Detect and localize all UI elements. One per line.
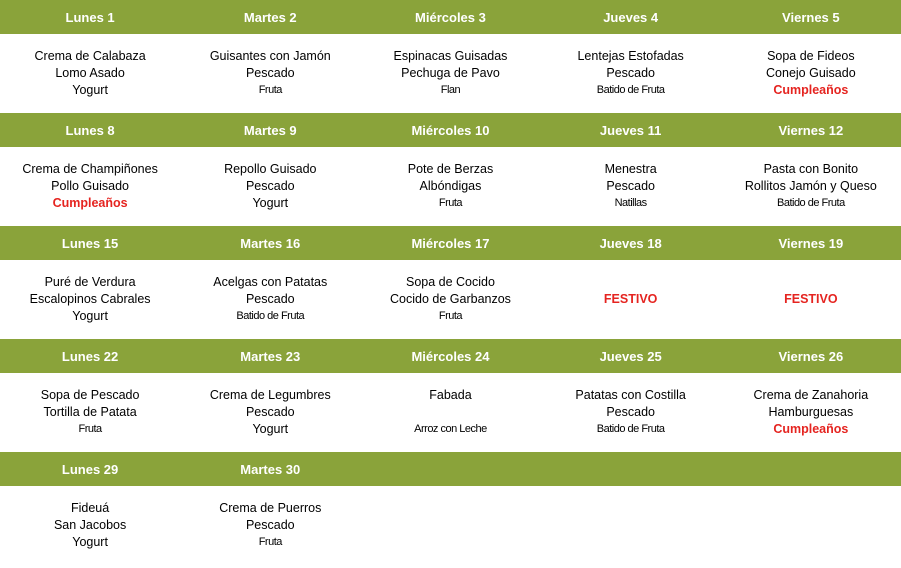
day-menu-cell bbox=[0, 486, 180, 565]
day-header: Viernes 26 bbox=[778, 348, 844, 364]
dish-line: Yogurt bbox=[72, 83, 108, 97]
day-header: Miércoles 24 bbox=[411, 348, 490, 364]
dish-line: Fruta bbox=[78, 423, 102, 435]
dish-line: Sopa de Cocido bbox=[405, 275, 495, 289]
week-menu-row bbox=[0, 373, 901, 452]
day-header: Lunes 1 bbox=[65, 9, 115, 25]
highlight-label: FESTIVO bbox=[603, 292, 658, 306]
day-menu-cell bbox=[0, 147, 180, 226]
day-menu-cell bbox=[721, 260, 901, 339]
week-row bbox=[0, 339, 901, 452]
day-menu-cell bbox=[721, 34, 901, 113]
dish-line: Pescado bbox=[245, 518, 295, 532]
empty-header-cell bbox=[360, 452, 540, 486]
week-row bbox=[0, 452, 901, 565]
dish-line: Batido de Fruta bbox=[596, 423, 665, 435]
day-header: Jueves 25 bbox=[599, 348, 662, 364]
week-row bbox=[0, 0, 901, 113]
dish-line: Fabada bbox=[429, 388, 472, 402]
day-header: Lunes 22 bbox=[61, 348, 119, 364]
week-menu-row bbox=[0, 147, 901, 226]
dish-line: Yogurt bbox=[252, 422, 289, 436]
dish-line: Flan bbox=[440, 84, 461, 96]
dish-line: Pote de Berzas bbox=[407, 162, 494, 176]
dish-line: Pescado bbox=[606, 66, 655, 80]
day-menu-cell bbox=[0, 260, 180, 339]
dish-line: Fruta bbox=[258, 84, 282, 96]
week-header-bar bbox=[0, 113, 901, 147]
dish-line: Pasta con Bonito bbox=[763, 162, 859, 176]
highlight-label: Cumpleaños bbox=[52, 196, 128, 210]
dish-line: Fideuá bbox=[70, 501, 110, 515]
day-header: Jueves 4 bbox=[603, 9, 659, 25]
day-header: Viernes 19 bbox=[778, 235, 844, 251]
dish-line: Pescado bbox=[245, 66, 295, 80]
dish-line: Lomo Asado bbox=[55, 66, 125, 80]
day-menu-cell bbox=[721, 373, 901, 452]
dish-line: Pechuga de Pavo bbox=[401, 66, 500, 80]
dish-line: Natillas bbox=[614, 197, 647, 209]
highlight-label: Cumpleaños bbox=[773, 422, 849, 436]
day-menu-cell bbox=[180, 260, 360, 339]
day-menu-cell bbox=[180, 147, 360, 226]
dish-line: Batido de Fruta bbox=[596, 84, 665, 96]
day-menu-cell bbox=[541, 147, 721, 226]
week-header-bar bbox=[0, 339, 901, 373]
dish-line: Pescado bbox=[245, 292, 295, 306]
day-menu-cell bbox=[541, 34, 721, 113]
day-menu-cell bbox=[721, 147, 901, 226]
empty-menu-cell bbox=[360, 486, 540, 565]
day-menu-cell bbox=[180, 373, 360, 452]
day-menu-cell bbox=[360, 373, 540, 452]
dish-line: Pescado bbox=[606, 405, 655, 419]
dish-line: Acelgas con Patatas bbox=[213, 275, 328, 289]
empty-header-cell bbox=[541, 452, 721, 486]
dish-line: Batido de Fruta bbox=[236, 310, 305, 322]
dish-line: Crema de Zanahoria bbox=[753, 388, 869, 402]
dish-line: Yogurt bbox=[72, 535, 108, 549]
day-header: Miércoles 10 bbox=[411, 122, 490, 138]
dish-line: Conejo Guisado bbox=[766, 66, 856, 80]
dish-line: Sopa de Fideos bbox=[767, 49, 855, 63]
dish-line: Crema de Calabaza bbox=[34, 49, 146, 63]
dish-line: Albóndigas bbox=[419, 179, 482, 193]
dish-line: Escalopinos Cabrales bbox=[29, 292, 151, 306]
day-header: Viernes 5 bbox=[782, 9, 840, 25]
dish-line: Repollo Guisado bbox=[224, 162, 317, 176]
day-header: Martes 9 bbox=[243, 122, 297, 138]
dish-line: Crema de Champiñones bbox=[22, 162, 158, 176]
dish-line: Cocido de Garbanzos bbox=[390, 292, 511, 306]
day-menu-cell bbox=[0, 34, 180, 113]
day-header: Lunes 29 bbox=[61, 461, 119, 477]
dish-line: Pescado bbox=[245, 405, 295, 419]
day-header: Martes 2 bbox=[243, 9, 297, 25]
day-header: Lunes 15 bbox=[61, 235, 119, 251]
day-header: Martes 30 bbox=[240, 461, 301, 477]
dish-line: Menestra bbox=[604, 162, 657, 176]
dish-line: Espinacas Guisadas bbox=[393, 49, 508, 63]
dish-line: Batido de Fruta bbox=[776, 197, 845, 209]
highlight-label: Cumpleaños bbox=[773, 83, 849, 97]
dish-line: Fruta bbox=[438, 197, 463, 209]
day-header: Jueves 18 bbox=[599, 235, 662, 251]
dish-line: Tortilla de Patata bbox=[43, 405, 137, 419]
dish-line: Fruta bbox=[258, 536, 282, 548]
dish-line: Yogurt bbox=[252, 196, 289, 210]
dish-line: Arroz con Leche bbox=[414, 423, 487, 435]
week-menu-row bbox=[0, 34, 901, 113]
dish-line: Pescado bbox=[245, 179, 295, 193]
dish-line: Crema de Legumbres bbox=[209, 388, 331, 402]
week-menu-row bbox=[0, 260, 901, 339]
week-header-bar bbox=[0, 0, 901, 34]
dish-line: Yogurt bbox=[72, 309, 108, 323]
day-header: Miércoles 17 bbox=[411, 235, 490, 251]
day-header: Martes 23 bbox=[240, 348, 301, 364]
week-row bbox=[0, 113, 901, 226]
dish-line: Patatas con Costilla bbox=[575, 388, 686, 402]
dish-line: Lentejas Estofadas bbox=[577, 49, 684, 63]
empty-menu-cell bbox=[721, 486, 901, 565]
empty-menu-cell bbox=[541, 486, 721, 565]
day-menu-cell bbox=[360, 34, 540, 113]
dish-line: Hamburguesas bbox=[768, 405, 854, 419]
week-header-bar bbox=[0, 226, 901, 260]
dish-line: Pescado bbox=[606, 179, 655, 193]
dish-line: San Jacobos bbox=[53, 518, 127, 532]
day-menu-cell bbox=[180, 34, 360, 113]
day-header: Martes 16 bbox=[240, 235, 301, 251]
day-header: Lunes 8 bbox=[65, 122, 115, 138]
dish-line: Crema de Puerros bbox=[219, 501, 322, 515]
day-menu-cell bbox=[360, 260, 540, 339]
day-menu-cell bbox=[0, 373, 180, 452]
empty-header-cell bbox=[721, 452, 901, 486]
day-header: Miércoles 3 bbox=[415, 9, 486, 25]
dish-line: Fruta bbox=[438, 310, 463, 322]
highlight-label: FESTIVO bbox=[784, 292, 838, 306]
day-header: Jueves 11 bbox=[599, 122, 662, 138]
day-menu-cell bbox=[541, 260, 721, 339]
day-menu-cell bbox=[541, 373, 721, 452]
dish-line: Sopa de Pescado bbox=[40, 388, 140, 402]
dish-line: Guisantes con Jamón bbox=[209, 49, 331, 63]
dish-line: Rollitos Jamón y Queso bbox=[744, 179, 877, 193]
week-menu-row bbox=[0, 486, 901, 565]
day-menu-cell bbox=[180, 486, 360, 565]
day-menu-cell bbox=[360, 147, 540, 226]
week-row bbox=[0, 226, 901, 339]
dish-line: Pollo Guisado bbox=[51, 179, 129, 193]
dish-line: Puré de Verdura bbox=[44, 275, 136, 289]
day-header: Viernes 12 bbox=[778, 122, 844, 138]
week-header-bar bbox=[0, 452, 901, 486]
